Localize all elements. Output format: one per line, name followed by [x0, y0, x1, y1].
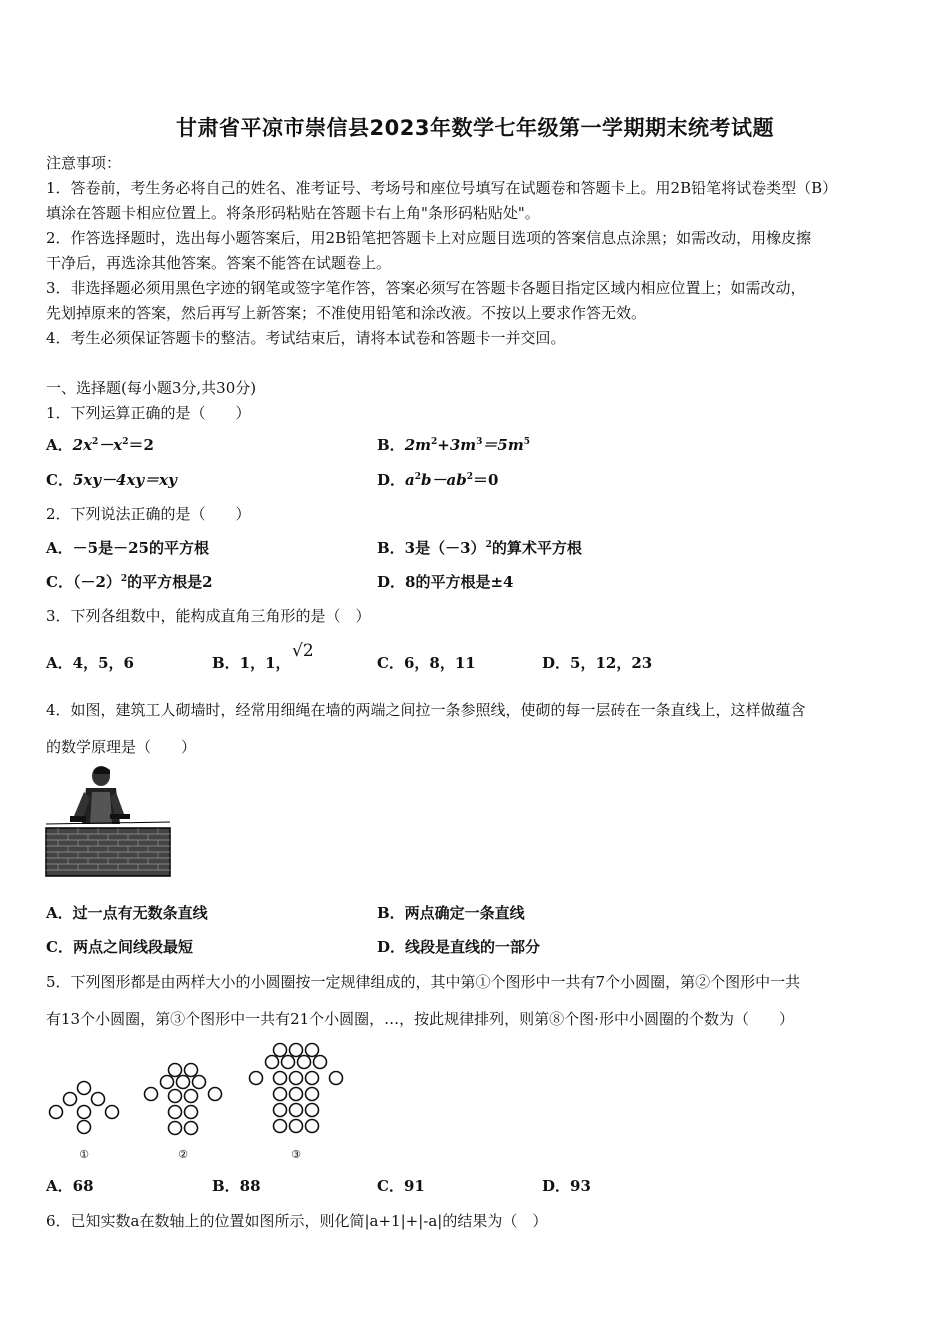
- circle-figures: [50, 1044, 343, 1135]
- q1-option-b: [377, 434, 530, 455]
- question-5-stem: 5．下列图形都是由两样大小的小圆圈按一定规律组成的，其中第①个图形中一共有7个小圆圈，第②个图形中一共: [46, 973, 801, 991]
- exponent: 2: [431, 437, 438, 447]
- question-3-stem: 3．下列各组数中，能构成直角三角形的是（ ）: [46, 607, 371, 625]
- expr: +3m: [437, 436, 477, 454]
- worker-apron: [90, 792, 112, 824]
- option-text: C．（－2）: [46, 573, 121, 591]
- circle-pattern-figure: [44, 1038, 352, 1164]
- figure-label: ②: [178, 1148, 188, 1161]
- exponent: 2: [485, 540, 492, 550]
- question-6-stem: 6．已知实数a在数轴上的位置如图所示，则化简|a+1|+|-a|的结果为（ ）: [46, 1212, 548, 1230]
- q3-option-d: D．5，12，23: [542, 654, 653, 672]
- question-2-stem: 2．下列说法正确的是（ ）: [46, 505, 251, 523]
- option-text: 的算术平方根: [491, 539, 582, 557]
- section-heading: 一、选择题(每小题3分,共30分): [46, 379, 257, 397]
- option-label: D．: [377, 471, 406, 489]
- expr: ＝0: [472, 471, 499, 489]
- q5-option-c: C．91: [377, 1177, 425, 1195]
- trowel-icon: [110, 814, 130, 819]
- exponent: 2: [466, 472, 473, 482]
- page-title: 甘肃省平凉市崇信县2023年数学七年级第一学期期末统考试题: [176, 116, 774, 140]
- option-label: A．: [46, 436, 73, 454]
- expr: a: [405, 471, 415, 489]
- question-4-stem: 4．如图，建筑工人砌墙时，经常用细绳在墙的两端之间拉一条参照线，使砌的每一层砖在一条直线上，这样做蕴含: [46, 701, 806, 719]
- q2-option-a: A．－5是－25的平方根: [46, 539, 209, 557]
- question-1-stem: 1．下列运算正确的是（ ）: [46, 404, 251, 422]
- option-label: B．: [377, 436, 405, 454]
- option-text: 的平方根是2: [127, 573, 213, 591]
- q5-option-d: D．93: [542, 1177, 591, 1195]
- expr: ＝5m: [482, 436, 524, 454]
- q3-option-c: C．6，8，11: [377, 654, 476, 672]
- q3-option-a: A．4，5，6: [46, 654, 134, 672]
- exponent: 2: [414, 472, 422, 482]
- q1-option-d: [377, 469, 498, 490]
- q4-option-d: D．线段是直线的一部分: [377, 938, 541, 956]
- q2-option-c: [46, 571, 213, 592]
- expr: 2m: [404, 436, 431, 454]
- bricklayer-figure: [44, 764, 174, 882]
- figure-label: ①: [79, 1148, 89, 1161]
- expr: 2x: [72, 436, 93, 454]
- notice-line: 干净后，再选涂其他答案。答案不能答在试题卷上。: [46, 254, 392, 272]
- expr: ＝2: [128, 436, 154, 454]
- expr: b－ab: [421, 471, 467, 489]
- notice-line: 先划掉原来的答案，然后再写上新答案；不准使用铅笔和涂改液。不按以上要求作答无效。: [46, 304, 647, 322]
- option-label: C．: [46, 471, 73, 489]
- notice-line: 填涂在答题卡相应位置上。将条形码粘贴在答题卡右上角"条形码粘贴处"。: [46, 204, 540, 222]
- expr: 5xy－4xy＝xy: [72, 471, 177, 489]
- q5-option-b: B．88: [212, 1177, 261, 1195]
- option-text: B．3是（－3）: [377, 539, 486, 557]
- notice-line: 3．非选择题必须用黑色字迹的钢笔或签字笔作答，答案必须写在答题卡各题目指定区域内相应位置上；如需改动，: [46, 279, 806, 297]
- sqrt-symbol: √2: [292, 641, 314, 661]
- expr: －x: [98, 436, 123, 454]
- q3-option-b: B．1，1，: [212, 654, 291, 672]
- exponent: 3: [476, 437, 483, 447]
- exponent: 2: [92, 437, 99, 447]
- notice-line: 1．答卷前，考生务必将自己的姓名、准考证号、考场号和座位号填写在试题卷和答题卡上。用2B铅笔将试卷类型（B）: [46, 179, 838, 197]
- exponent: 5: [523, 437, 530, 447]
- q4-option-c: C．两点之间线段最短: [46, 938, 193, 956]
- q1-option-a: [46, 434, 154, 455]
- notice-heading: 注意事项：: [46, 154, 122, 172]
- notice-line: 4．考生必须保证答题卡的整洁。考试结束后，请将本试卷和答题卡一并交回。: [46, 329, 566, 347]
- question-4-stem-cont: 的数学原理是（ ）: [46, 738, 197, 756]
- figure-label: ③: [291, 1148, 301, 1161]
- q5-option-a: A．68: [46, 1177, 94, 1195]
- q2-option-d: D．8的平方根是±4: [377, 573, 514, 591]
- question-5-stem-cont: 有13个小圆圈，第③个图形中一共有21个小圆圈，…，按此规律排列，则第⑧个图·形中小圆圈的个数为（ ）: [46, 1010, 794, 1028]
- brick-icon: [70, 816, 86, 822]
- exponent: 2: [120, 574, 128, 584]
- q4-option-b: B．两点确定一条直线: [377, 904, 525, 922]
- q4-option-a: A．过一点有无数条直线: [46, 904, 208, 922]
- q2-option-b: [377, 537, 582, 558]
- notice-line: 2．作答选择题时，选出每小题答案后，用2B铅笔把答题卡上对应题目选项的答案信息点涂黑；如需改动，用橡皮擦: [46, 229, 812, 247]
- exponent: 2: [122, 437, 129, 447]
- q1-option-c: [46, 469, 177, 490]
